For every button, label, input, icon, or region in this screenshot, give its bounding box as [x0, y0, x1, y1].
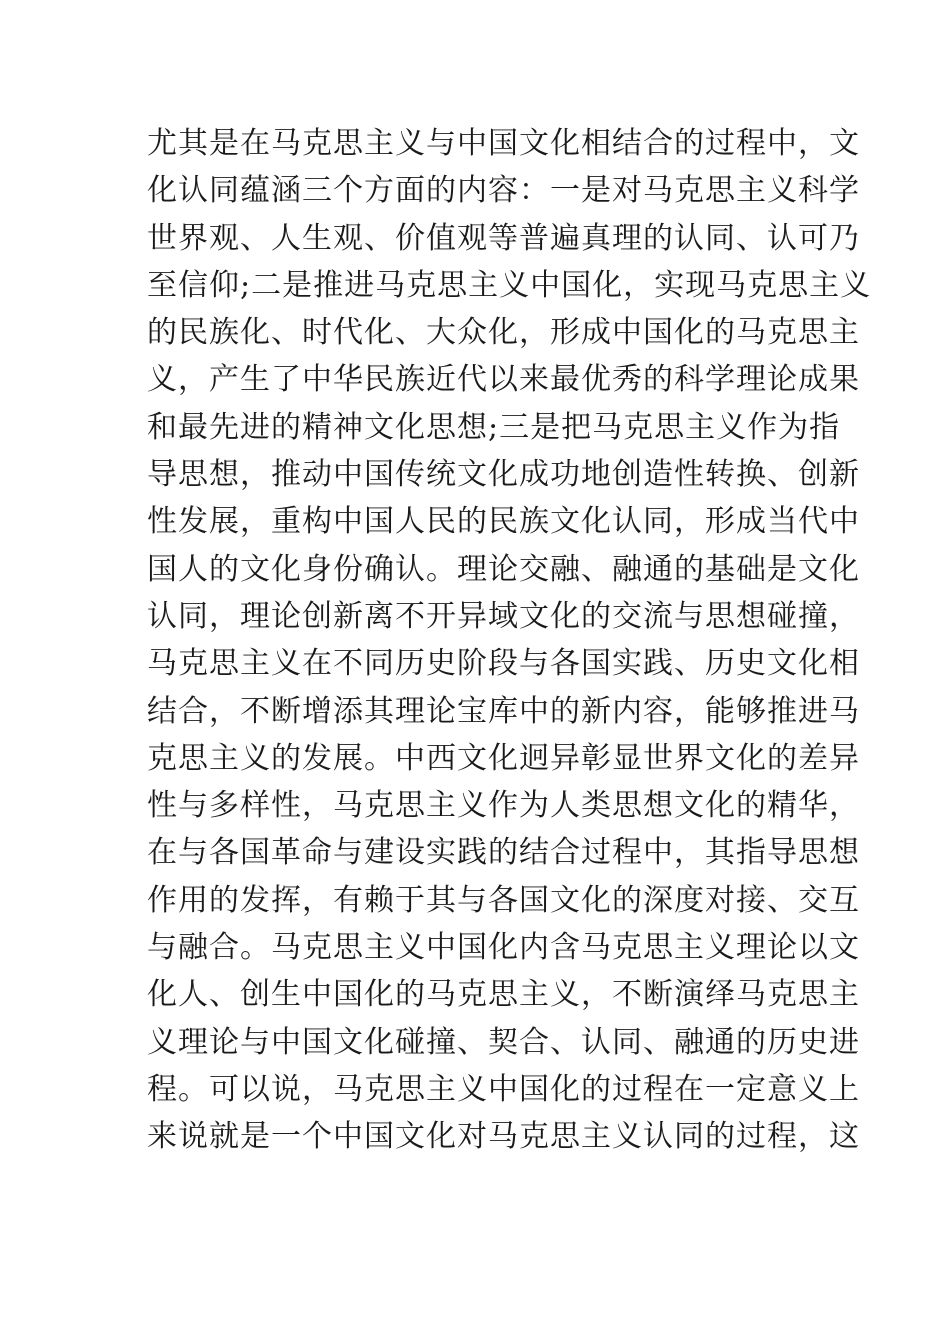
text-line-20: 义理论与中国文化碰撞、契合、认同、融通的历史进 [147, 1024, 860, 1060]
text-line-9: 性发展，重构中国人民的民族文化认同，形成当代中 [147, 504, 860, 540]
text-line-8: 导思想，推动中国传统文化成功地创造性转换、创新 [147, 457, 860, 493]
text-line-21: 程。可以说，马克思主义中国化的过程在一定意义上 [147, 1071, 860, 1107]
text-line-10: 国人的文化身份确认。理论交融、融通的基础是文化 [147, 551, 860, 587]
body-paragraph [147, 120, 872, 1161]
text-line-15: 性与多样性，马克思主义作为人类思想文化的精华， [147, 788, 860, 824]
text-line-7: 和最先进的精神文化思想;三是把马克思主义作为指 [147, 409, 841, 445]
text-line-13: 结合，不断增添其理论宝库中的新内容，能够推进马 [147, 693, 860, 729]
text-line-12: 马克思主义在不同历史阶段与各国实践、历史文化相 [147, 646, 860, 682]
text-line-18: 与融合。马克思主义中国化内含马克思主义理论以文 [147, 930, 860, 966]
text-line-2: 化认同蕴涵三个方面的内容：一是对马克思主义科学 [147, 173, 860, 209]
text-line-4: 至信仰;二是推进马克思主义中国化，实现马克思主义 [147, 267, 872, 303]
text-line-14: 克思主义的发展。中西文化迥异彰显世界文化的差异 [147, 740, 860, 776]
text-line-5: 的民族化、时代化、大众化，形成中国化的马克思主 [147, 315, 860, 351]
text-line-16: 在与各国革命与建设实践的结合过程中，其指导思想 [147, 835, 860, 871]
text-line-17: 作用的发挥，有赖于其与各国文化的深度对接、交互 [147, 882, 860, 918]
text-line-11: 认同，理论创新离不开异域文化的交流与思想碰撞， [147, 598, 860, 634]
text-line-19: 化人、创生中国化的马克思主义，不断演绎马克思主 [147, 977, 860, 1013]
text-line-3: 世界观、人生观、价值观等普遍真理的认同、认可乃 [147, 220, 860, 256]
text-line-1: 尤其是在马克思主义与中国文化相结合的过程中，文 [147, 126, 860, 161]
text-line-22: 来说就是一个中国文化对马克思主义认同的过程，这 [147, 1119, 860, 1155]
text-line-6: 义，产生了中华民族近代以来最优秀的科学理论成果 [147, 362, 860, 398]
